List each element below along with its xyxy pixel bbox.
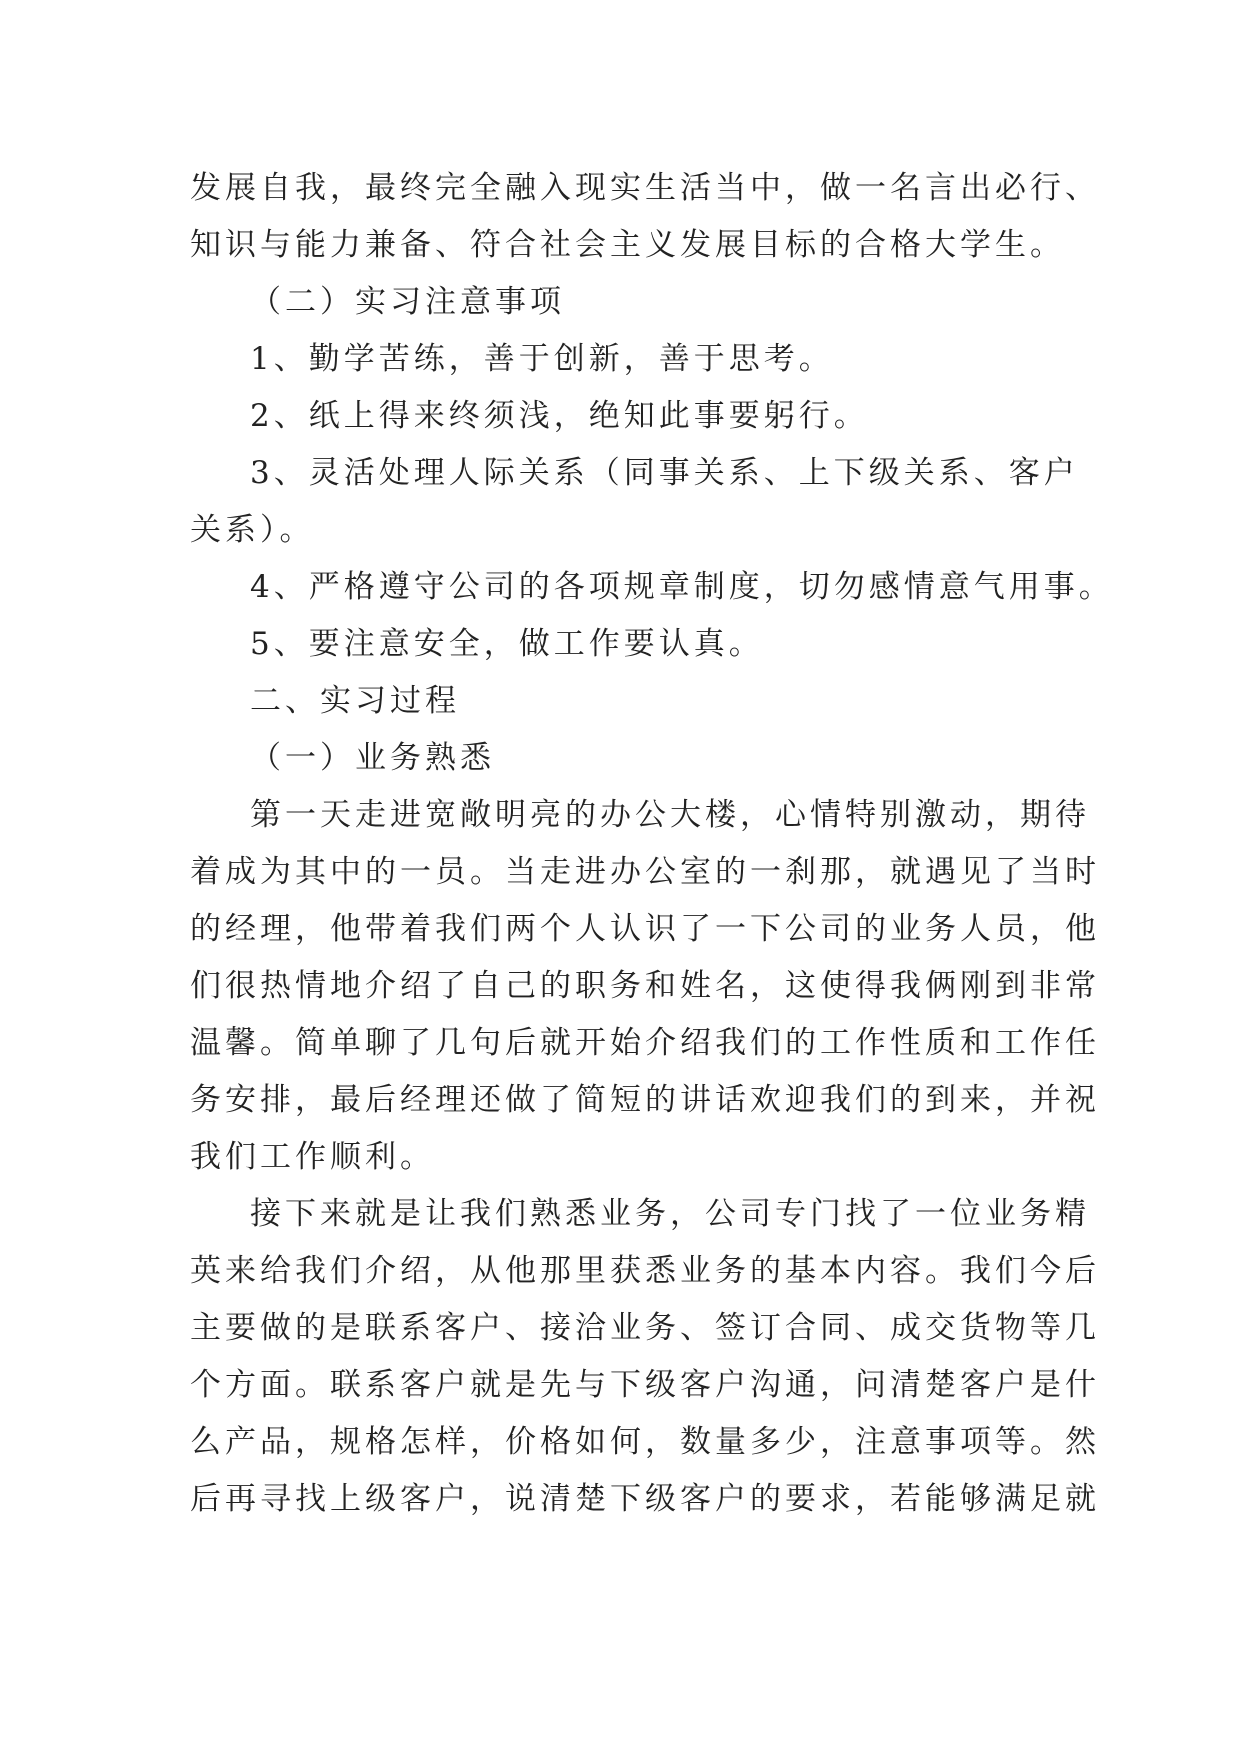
paragraph-line: 发展自我，最终完全融入现实生活当中，做一名言出必行、 <box>190 170 1100 206</box>
paragraph-line: 我们工作顺利。 <box>190 1139 435 1175</box>
list-item: 3、灵活处理人际关系（同事关系、上下级关系、客户 <box>250 455 1079 491</box>
paragraph-line: 接下来就是让我们熟悉业务，公司专门找了一位业务精 <box>250 1196 1090 1232</box>
section-heading: 二、实习过程 <box>250 683 460 719</box>
section-heading: （二）实习注意事项 <box>250 284 565 320</box>
list-item: 1、勤学苦练，善于创新，善于思考。 <box>250 341 834 377</box>
list-item: 4、严格遵守公司的各项规章制度，切勿感情意气用事。 <box>250 569 1114 605</box>
paragraph-line: 们很热情地介绍了自己的职务和姓名，这使得我俩刚到非常 <box>190 968 1100 1004</box>
list-item-continuation: 关系）。 <box>190 512 315 548</box>
paragraph-line: 温馨。简单聊了几句后就开始介绍我们的工作性质和工作任 <box>190 1025 1100 1061</box>
subsection-heading: （一）业务熟悉 <box>250 740 495 776</box>
paragraph-line: 后再寻找上级客户，说清楚下级客户的要求，若能够满足就 <box>190 1481 1100 1517</box>
paragraph-line: 着成为其中的一员。当走进办公室的一刹那，就遇见了当时 <box>190 854 1100 890</box>
paragraph-line: 知识与能力兼备、符合社会主义发展目标的合格大学生。 <box>190 227 1065 263</box>
paragraph-line: 务安排，最后经理还做了简短的讲话欢迎我们的到来，并祝 <box>190 1082 1100 1118</box>
paragraph-line: 么产品，规格怎样，价格如何，数量多少，注意事项等。然 <box>190 1424 1100 1460</box>
paragraph-line: 的经理，他带着我们两个人认识了一下公司的业务人员，他 <box>190 911 1100 947</box>
list-item: 2、纸上得来终须浅，绝知此事要躬行。 <box>250 398 869 434</box>
document-body <box>190 160 1114 1528</box>
list-item: 5、要注意安全，做工作要认真。 <box>250 626 764 662</box>
paragraph-line: 英来给我们介绍，从他那里获悉业务的基本内容。我们今后 <box>190 1253 1100 1289</box>
paragraph-line: 个方面。联系客户就是先与下级客户沟通，问清楚客户是什 <box>190 1367 1100 1403</box>
paragraph-line: 主要做的是联系客户、接洽业务、签订合同、成交货物等几 <box>190 1310 1100 1346</box>
paragraph-line: 第一天走进宽敞明亮的办公大楼，心情特别激动，期待 <box>250 797 1090 833</box>
